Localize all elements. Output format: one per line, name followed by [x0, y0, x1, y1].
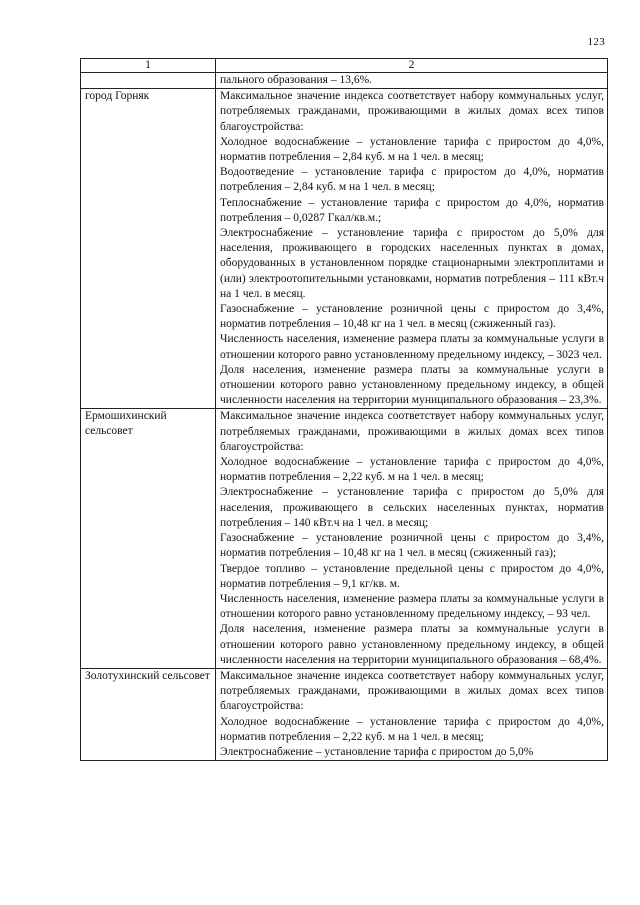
paragraph: Электроснабжение – установление тарифа с приростом до 5,0% [220, 745, 534, 758]
description-cell [216, 668, 608, 760]
paragraph: Численность населения, изменение размера платы за коммунальные услуги в отношении которого равно установленному предельному индексу, – 93 чел. [220, 592, 604, 621]
paragraph: Газоснабжение – установление розничной цены с приростом до 3,4%, норматив потребления – 10,48 кг на 1 чел. в месяц (сжиженный газ); [220, 532, 604, 560]
paragraph: Электроснабжение – установление тарифа с приростом до 5,0% для населения, проживающего в городских населенных пунктах в домах, оборудованных в установленном порядке стационарными электроплитами и (или) электроотопительными установками, норматив потребления – 111 кВт.ч на 1 чел. в месяц. [220, 227, 604, 300]
page-number: 123 [587, 36, 605, 48]
paragraph: Холодное водоснабжение – установление тарифа с приростом до 4,0%, норматив потребления – 2,84 куб. м на 1 чел. в месяц; [220, 135, 604, 164]
continuation-text: пального образования – 13,6%. [220, 74, 373, 86]
paragraph: Максимальное значение индекса соответствует набору коммунальных услуг, потребляемых гражданами, проживающими в жилых домах всех типов благоустройства: [220, 410, 604, 453]
paragraph: Газоснабжение – установление розничной цены с приростом до 3,4%, норматив потребления – 10,48 кг на 1 чел. в месяц (сжиженный газ). [220, 303, 604, 331]
table-header-row [81, 59, 608, 73]
column-header-2: 2 [216, 59, 608, 73]
column-header-1: 1 [81, 59, 216, 73]
paragraph: Максимальное значение индекса соответствует набору коммунальных услуг, потребляемых гражданами, проживающими в жилых домах всех типов благоустройства: [220, 90, 604, 133]
paragraph: Доля населения, изменение размера платы за коммунальные услуги в отношении которого равно установленному предельному индексу, в общей численности населения на территории муниципального образования – 23,3%. [220, 363, 604, 407]
municipality-name: город Горняк [81, 89, 216, 409]
municipality-name: Золотухинский сельсовет [81, 668, 216, 760]
table-row-gornyak [81, 89, 608, 409]
table-row-zolotukhinsky [81, 668, 608, 760]
paragraph: Холодное водоснабжение – установление тарифа с приростом до 4,0%, норматив потребления – 2,22 куб. м на 1 чел. в месяц; [220, 456, 604, 484]
paragraph: Доля населения, изменение размера платы за коммунальные услуги в отношении которого равно установленному предельному индексу, в общей численности населения на территории муниципального образования – 68,4%. [220, 623, 604, 666]
paragraph: Водоотведение – установление тарифа с приростом до 4,0%, норматив потребления – 2,84 куб. м на 1 чел. в месяц; [220, 166, 604, 194]
paragraph: Максимальное значение индекса соответствует набору коммунальных услуг, потребляемых гражданами, проживающими в жилых домах всех типов благоустройства: [220, 669, 604, 713]
paragraph: Электроснабжение – установление тарифа с приростом до 5,0% для населения, проживающего в сельских населенных пунктах, норматив потребления – 140 кВт.ч на 1 чел. в месяц; [220, 486, 604, 529]
table-row-ermoshikhinsky [81, 409, 608, 668]
municipality-name-empty [81, 73, 216, 89]
paragraph: Твердое топливо – установление предельной цены с приростом до 4,0%, норматив потребления – 9,1 кг/кв. м. [220, 562, 604, 590]
paragraph: Теплоснабжение – установление тарифа с приростом до 4,0%, норматив потребления – 0,0287 Гкал/кв.м.; [220, 196, 604, 224]
description-cell [216, 89, 608, 409]
table-row-continuation [81, 73, 608, 89]
paragraph: Численность населения, изменение размера платы за коммунальные услуги в отношении которого равно установленному предельному индексу, – 3023 чел. [220, 333, 604, 361]
description-cell [216, 73, 608, 89]
tariff-table [80, 58, 608, 761]
municipality-name: Ермошихинский сельсовет [81, 409, 216, 668]
description-cell [216, 409, 608, 668]
paragraph: Холодное водоснабжение – установление тарифа с приростом до 4,0%, норматив потребления – 2,22 куб. м на 1 чел. в месяц; [220, 715, 604, 743]
